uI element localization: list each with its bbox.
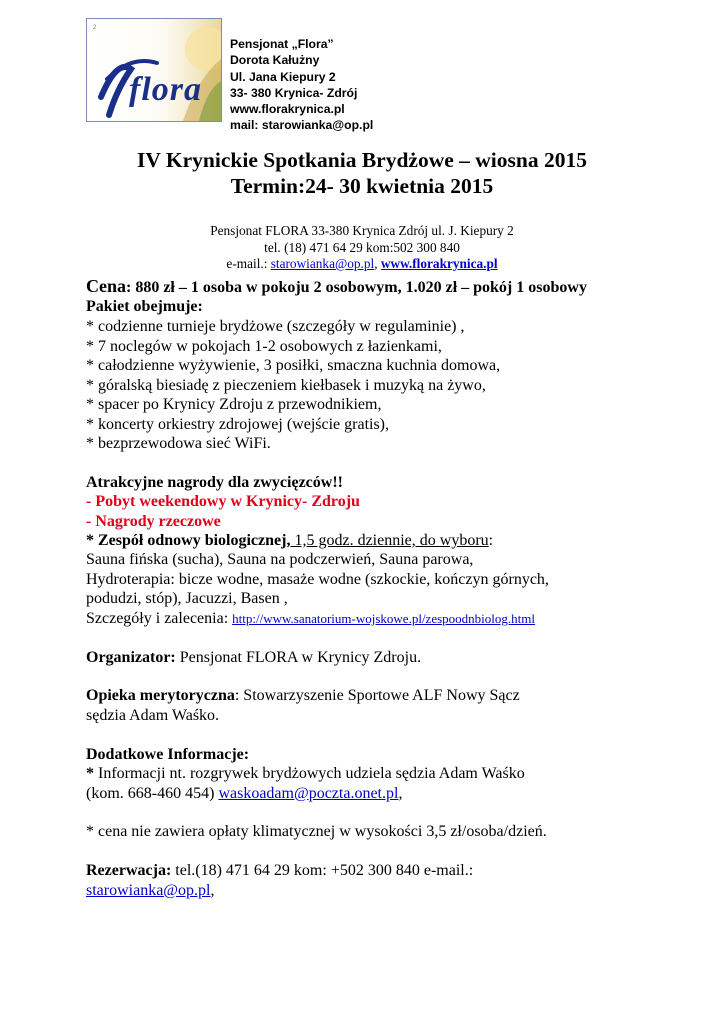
spa-heading-bold: * Zespół odnowy biologicznej, [86,532,291,549]
prize-items: - Nagrody rzeczowe [86,513,221,530]
price-line [86,276,587,297]
header-owner: Dorota Kałużny [230,53,320,68]
package-item: * góralską biesiadę z pieczeniem kiełbasek i muzyką na żywo, [86,377,486,394]
header-website[interactable]: www.florakrynica.pl [230,102,345,117]
contact-website-link[interactable]: www.florakrynica.pl [380,256,498,271]
flora-logo [86,18,222,122]
spa-details-link[interactable]: http://www.sanatorium-wojskowe.pl/zespoodnbiolog.html [232,611,535,626]
contact-phone: tel. (18) 471 64 29 kom:502 300 840 [264,240,460,255]
spa-details-label: Szczegóły i zalecenia: [86,610,233,627]
additional-contact-suffix: , [398,785,403,802]
prizes-heading: Atrakcyjne nagrody dla zwycięzców!! [86,474,343,491]
supervision-text: : Stowarzyszenie Sportowe ALF Nowy Sącz [234,687,520,704]
spa-heading [86,532,493,550]
price-colon: : [126,279,132,296]
reservation-line [86,862,473,880]
contact-email-label: e-mail.: [226,256,271,271]
spa-details [86,610,535,628]
header-street: Ul. Jana Kiepury 2 [230,69,336,84]
package-item: * koncerty orkiestry zdrojowej (wejście gratis), [86,416,390,433]
climate-fee-note: * cena nie zawiera opłaty klimatycznej w wysokości 3,5 zł/osoba/dzień. [86,823,547,840]
price-text: 880 zł – 1 osoba w pokoju 2 osobowym, 1.020 zł – pokój 1 osobowy [131,279,587,296]
additional-heading: Dodatkowe Informacje: [86,746,250,763]
supervision-judge: sędzia Adam Waśko. [86,707,220,724]
package-item: * 7 noclegów w pokojach 1-2 osobowych z łazienkami, [86,338,442,355]
supervision-line [86,687,520,705]
contact-separator: , [374,256,381,271]
reservation-label: Rezerwacja: [86,862,172,879]
supervision-label: Opieka merytoryczna [86,687,235,704]
additional-info-text: Informacji nt. rozgrywek brydżowych udziela sędzia Adam Waśko [94,765,525,782]
additional-star: * [86,765,94,782]
event-title: IV Krynickie Spotkania Brydżowe – wiosna 2015 [137,148,587,172]
additional-info-line [86,765,525,783]
reservation-email-link[interactable]: starowianka@op.pl [86,882,211,899]
prize-weekend: - Pobyt weekendowy w Krynicy- Zdroju [86,493,360,510]
reservation-email-line [86,882,214,900]
organizer-line [86,649,421,667]
additional-contact-prefix: (kom. 668-460 454) [86,785,219,802]
header-mail[interactable]: mail: starowianka@op.pl [230,118,374,133]
spa-saunas: Sauna fińska (sucha), Sauna na podczerwień, Sauna parowa, [86,551,474,568]
header-name: Pensjonat „Flora” [230,37,334,51]
reservation-suffix: , [210,882,215,899]
package-item: * codzienne turnieje brydżowe (szczegóły w regulaminie) , [86,318,465,335]
package-item: * całodzienne wyżywienie, 3 posiłki, smaczna kuchnia domowa, [86,357,501,374]
spa-hydrotherapy: Hydroterapia: bicze wodne, masaże wodne (szkockie, kończyn górnych, [86,571,549,588]
header-address [230,36,373,134]
organizer-text: Pensjonat FLORA w Krynicy Zdroju. [175,649,422,666]
organizer-label: Organizator: [86,649,176,666]
package-item: * bezprzewodowa sieć WiFi. [86,435,271,452]
additional-email-link[interactable]: waskoadam@poczta.onet.pl [218,785,399,802]
svg-text:2: 2 [93,25,97,31]
package-heading: Pakiet obejmuje: [86,298,203,315]
spa-hours: 1,5 godz. dziennie, do wyboru [290,532,489,549]
event-dates: Termin:24- 30 kwietnia 2015 [230,174,494,198]
header-city: 33- 380 Krynica- Zdrój [230,85,358,100]
spa-colon: : [488,532,494,549]
contact-email-link[interactable]: starowianka@op.pl [270,256,375,271]
package-item: * spacer po Krynicy Zdroju z przewodnikiem, [86,396,382,413]
reservation-text: tel.(18) 471 64 29 kom: +502 300 840 e-mail.: [171,862,474,879]
contact-email-line [0,256,724,272]
spa-extras: podudzi, stóp), Jacuzzi, Basen , [86,590,288,607]
logo-text: flora [129,71,202,108]
price-label: Cena [86,276,126,296]
additional-contact-line [86,785,402,803]
contact-address: Pensjonat FLORA 33-380 Krynica Zdrój ul. J. Kiepury 2 [210,223,514,238]
